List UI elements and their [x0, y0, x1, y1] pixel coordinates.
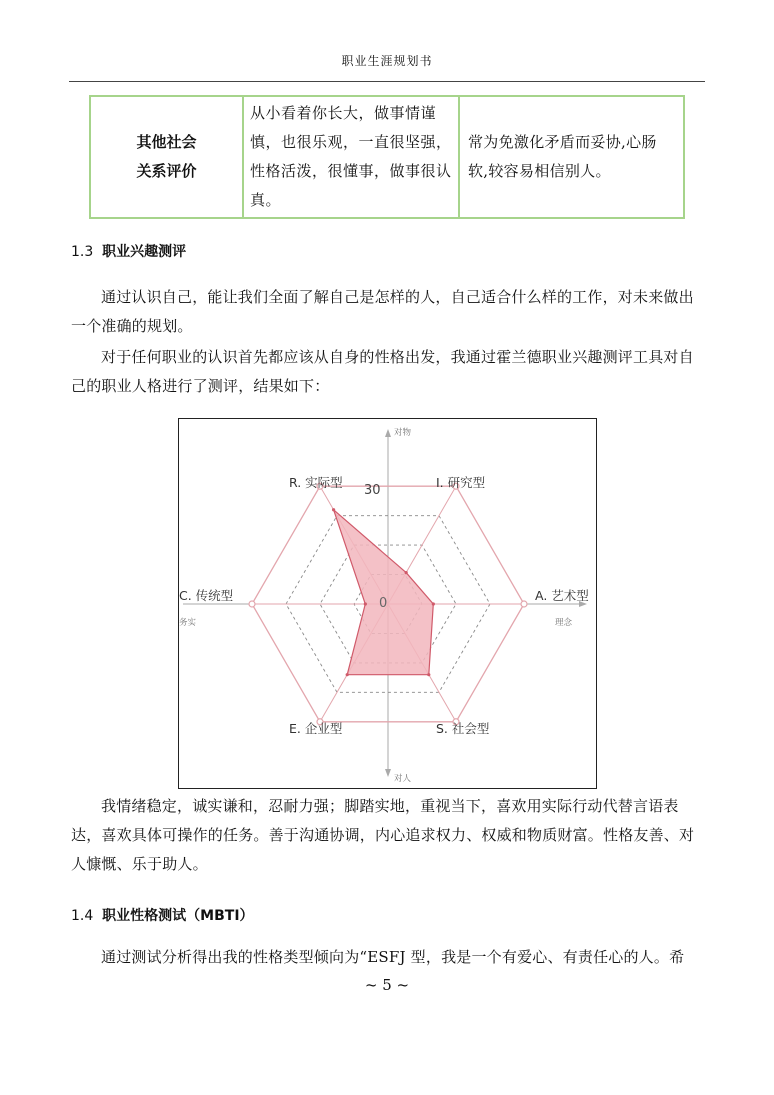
pole-label-left: 务实: [179, 618, 197, 628]
section-heading-1-4: [71, 905, 254, 925]
section-title: 职业性格测试（MBTI）: [102, 908, 254, 924]
section-number: 1.4: [71, 908, 94, 924]
axis-label-1: R. 实际型: [289, 475, 343, 490]
table-cell-col3: 常为免激化矛盾而妥协,心肠软,较容易相信别人。: [459, 96, 684, 218]
scale-label-zero: 0: [379, 596, 388, 611]
paragraph-2: 对于任何职业的认识首先都应该从自身的性格出发，我通过霍兰德职业兴趣测评工具对自己的职业人格进行了测评，结果如下：: [71, 348, 694, 395]
scale-label-max: 30: [364, 483, 381, 498]
pole-label-right: 理念: [555, 618, 573, 628]
table-cell-col2: 从小看着你长大，做事情谨慎，也很乐观，一直很坚强，性格活泼，很懂事，做事很认真。: [243, 96, 459, 218]
radar-point-5: [346, 673, 349, 676]
paragraph-4: 通过测试分析得出我的性格类型倾向为“ESFJ 型，我是一个有爱心、有责任心的人。希: [101, 948, 685, 966]
axis-arrow-bottom: [385, 769, 391, 777]
header-rule: [69, 81, 705, 82]
pole-label-top: 对物: [394, 428, 412, 438]
paragraph-1: 通过认识自己，能让我们全面了解自己是怎样的人，自己适合什么样的工作，对未来做出一个准确的规划。: [71, 288, 694, 335]
axis-arrow-top: [385, 429, 391, 437]
section-heading-1-3: [71, 241, 186, 261]
table-row: [90, 96, 684, 218]
radar-svg: [179, 419, 596, 788]
axis-label-6: C. 传统型: [179, 588, 234, 603]
radar-point-1: [332, 508, 335, 511]
radar-vertex-3: [521, 601, 527, 607]
table-label-line1: 其他社会: [136, 133, 197, 151]
pole-label-bottom: 对人: [394, 774, 412, 784]
holland-radar-chart: [178, 418, 597, 789]
table-label-cell: [90, 96, 243, 218]
radar-point-3: [432, 602, 435, 605]
radar-point-2: [405, 571, 408, 574]
page-number: ~ 5 ~: [364, 976, 410, 994]
axis-label-2: I. 研究型: [436, 475, 486, 490]
axis-label-3: A. 艺术型: [535, 588, 589, 603]
radar-point-4: [427, 673, 430, 676]
axis-label-5: E. 企业型: [289, 721, 343, 736]
paragraph-3: 我情绪稳定，诚实谦和，忍耐力强；脚踏实地，重视当下，喜欢用实际行动代替言语表达，喜欢具体可操作的任务。善于沟通协调，内心追求权力、权威和物质财富。性格友善、对人慷慨、乐于助人。: [71, 797, 695, 873]
section-number: 1.3: [71, 244, 94, 260]
radar-data-area: [334, 510, 434, 675]
section-title: 职业兴趣测评: [102, 244, 187, 260]
radar-vertex-6: [249, 601, 255, 607]
relations-table: [89, 95, 685, 219]
radar-point-6: [364, 602, 367, 605]
page-header: 职业生涯规划书: [341, 54, 433, 68]
table-label-line2: 关系评价: [136, 162, 197, 180]
axis-label-4: S. 社会型: [436, 721, 490, 736]
